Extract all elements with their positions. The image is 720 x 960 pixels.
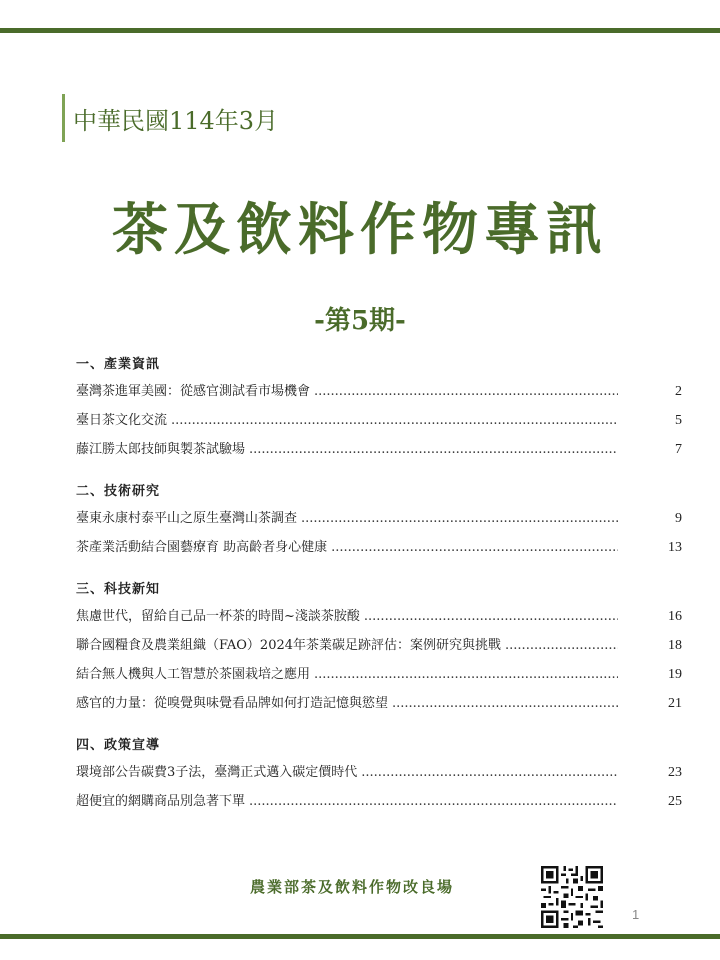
- entry-page: 25: [668, 794, 682, 809]
- publication-date: 中華民國114年3月: [73, 106, 279, 135]
- newsletter-title: 茶及飲料作物專訊: [112, 197, 608, 263]
- section-title: 二、技術研究: [76, 484, 161, 499]
- page-number: 1: [632, 907, 640, 922]
- entry-title: 超便宜的網購商品別急著下單: [76, 794, 246, 809]
- toc-section-industry: [76, 352, 682, 464]
- toc-entry[interactable]: [76, 787, 682, 816]
- dot-leader: [505, 631, 618, 660]
- entry-title: 藤江勝太郎技師與製茶試驗場: [76, 442, 246, 457]
- toc-entry[interactable]: [76, 377, 682, 406]
- dot-leader: [171, 406, 618, 435]
- dot-leader: [249, 435, 618, 464]
- toc-entry[interactable]: [76, 631, 682, 660]
- dot-leader: [314, 377, 618, 406]
- entry-title: 茶產業活動結合園藝療育 助高齡者身心健康: [76, 540, 328, 555]
- toc-entry[interactable]: [76, 406, 682, 435]
- toc-entry[interactable]: [76, 758, 682, 787]
- dot-leader: [331, 533, 618, 562]
- entry-page: 16: [668, 609, 682, 624]
- dot-leader: [361, 758, 618, 787]
- toc-entry[interactable]: [76, 533, 682, 562]
- toc-entry[interactable]: [76, 504, 682, 533]
- organization-name: 農業部茶及飲料作物改良場: [250, 878, 455, 896]
- entry-page: 9: [675, 511, 682, 526]
- entry-title: 臺日茶文化交流: [76, 413, 168, 428]
- toc-section-science: [76, 577, 682, 718]
- dot-leader: [392, 689, 618, 718]
- entry-page: 23: [668, 765, 682, 780]
- bottom-rule: [0, 934, 720, 939]
- section-title: 一、產業資訊: [76, 357, 161, 372]
- dot-leader: [314, 660, 618, 689]
- toc-entry[interactable]: [76, 660, 682, 689]
- dot-leader: [249, 787, 618, 816]
- toc-section-research: [76, 479, 682, 562]
- entry-title: 臺東永康村泰平山之原生臺灣山茶調查: [76, 511, 298, 526]
- entry-title: 環境部公告碳費3子法，臺灣正式邁入碳定價時代: [76, 765, 358, 780]
- table-of-contents: [76, 352, 682, 831]
- entry-page: 18: [668, 638, 682, 653]
- dot-leader: [364, 602, 618, 631]
- toc-entry[interactable]: [76, 689, 682, 718]
- dot-leader: [301, 504, 618, 533]
- toc-section-policy: [76, 733, 682, 816]
- entry-page: 7: [675, 442, 682, 457]
- entry-page: 19: [668, 667, 682, 682]
- entry-title: 聯合國糧食及農業組織（FAO）2024年茶業碳足跡評估：案例研究與挑戰: [76, 638, 502, 653]
- entry-title: 焦慮世代，留給自己品一杯茶的時間~淺談茶胺酸: [76, 609, 360, 624]
- entry-page: 5: [675, 413, 682, 428]
- date-accent-bar: [62, 94, 65, 142]
- date-block: [62, 94, 278, 142]
- top-rule: [0, 28, 720, 33]
- entry-title: 感官的力量：從嗅覺與味覺看品牌如何打造記憶與慾望: [76, 696, 389, 711]
- entry-page: 13: [668, 540, 682, 555]
- entry-title: 臺灣茶進軍美國：從感官測試看市場機會: [76, 384, 311, 399]
- section-title: 三、科技新知: [76, 582, 161, 597]
- section-title: 四、政策宣導: [76, 738, 161, 753]
- entry-page: 2: [675, 384, 682, 399]
- toc-entry[interactable]: [76, 435, 682, 464]
- qr-code-icon[interactable]: [541, 866, 603, 928]
- toc-entry[interactable]: [76, 602, 682, 631]
- issue-number: -第5期-: [314, 306, 406, 336]
- entry-title: 結合無人機與人工智慧於茶園栽培之應用: [76, 667, 311, 682]
- entry-page: 21: [668, 696, 682, 711]
